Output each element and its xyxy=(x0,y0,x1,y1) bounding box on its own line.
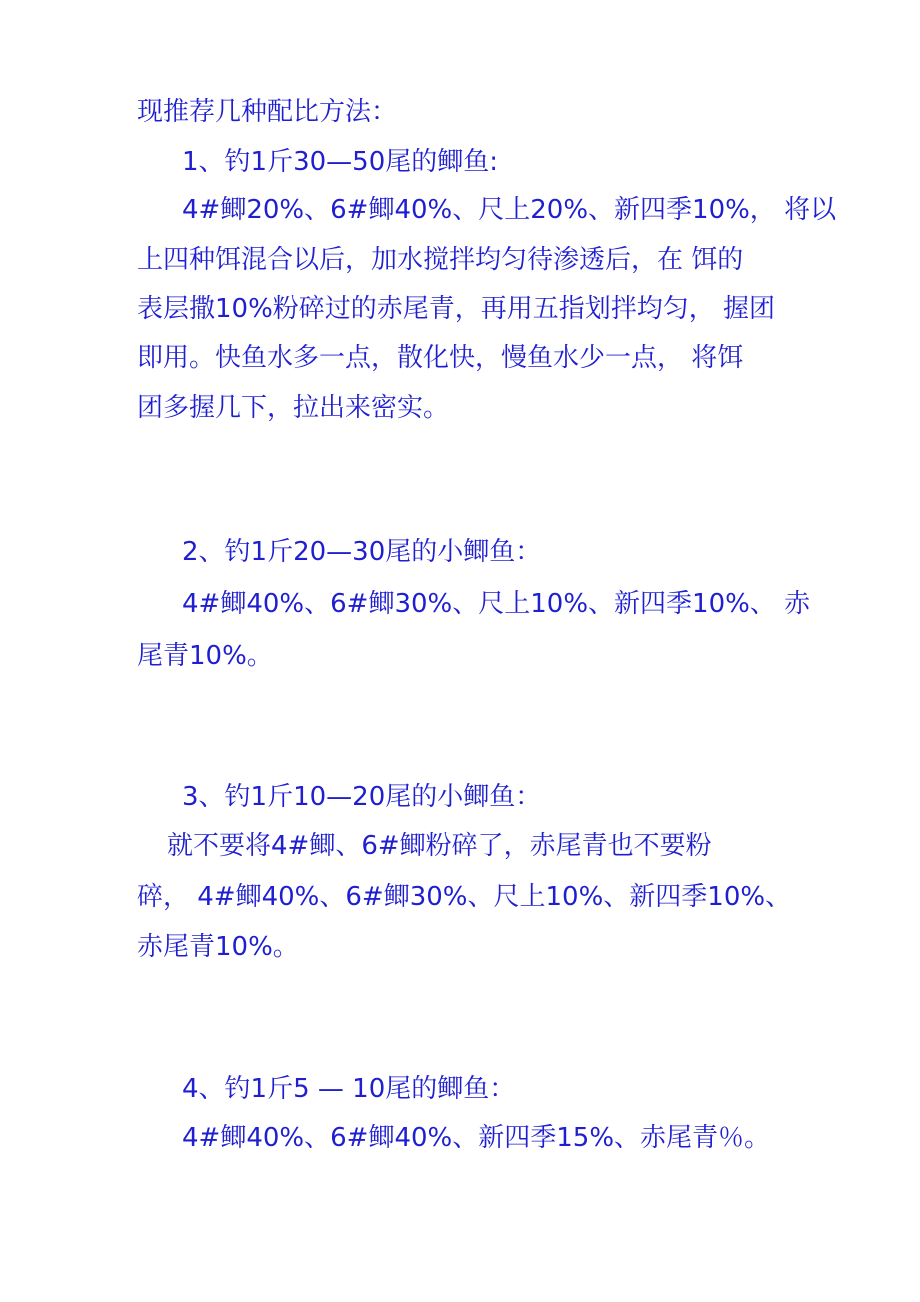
section-2-line-1: 4#鲫40%、6#鲫30%、尺上10%、新四季10%、 赤 xyxy=(182,589,811,619)
intro-text: 现推荐几种配比方法： xyxy=(137,97,398,127)
section-1-line-4: 即用。快鱼水多一点，散化快，慢鱼水少一点， 将饵 xyxy=(137,343,744,373)
section-3-heading: 3、钓1斤10—20尾的小鲫鱼： xyxy=(182,782,542,812)
section-1-heading: 1、钓1斤30—50尾的鲫鱼: xyxy=(182,147,499,177)
section-1-line-5: 团多握几下，拉出来密实。 xyxy=(137,393,450,423)
section-1-line-1: 4#鲫20%、6#鲫40%、尺上20%、新四季10%， 将以 xyxy=(182,195,837,225)
section-4-line-1: 4#鲫40%、6#鲫40%、新四季15%、赤尾青％。 xyxy=(182,1123,771,1153)
section-2-heading: 2、钓1斤20—30尾的小鲫鱼： xyxy=(182,537,542,567)
section-1-line-2: 上四种饵混合以后，加水搅拌均匀待渗透后，在 饵的 xyxy=(137,245,744,275)
section-4-heading: 4、钓1斤5 — 10尾的鲫鱼： xyxy=(182,1074,516,1104)
section-3-line-3: 赤尾青10%。 xyxy=(137,932,299,962)
section-1-line-3: 表层撒10%粉碎过的赤尾青，再用五指划拌均匀， 握团 xyxy=(137,294,776,324)
section-3-line-1: 就不要将4#鲫、6#鲫粉碎了，赤尾青也不要粉 xyxy=(167,831,712,861)
section-3-line-2: 碎， 4#鲫40%、6#鲫30%、尺上10%、新四季10%、 xyxy=(137,882,792,912)
section-2-line-2: 尾青10%。 xyxy=(137,641,273,671)
